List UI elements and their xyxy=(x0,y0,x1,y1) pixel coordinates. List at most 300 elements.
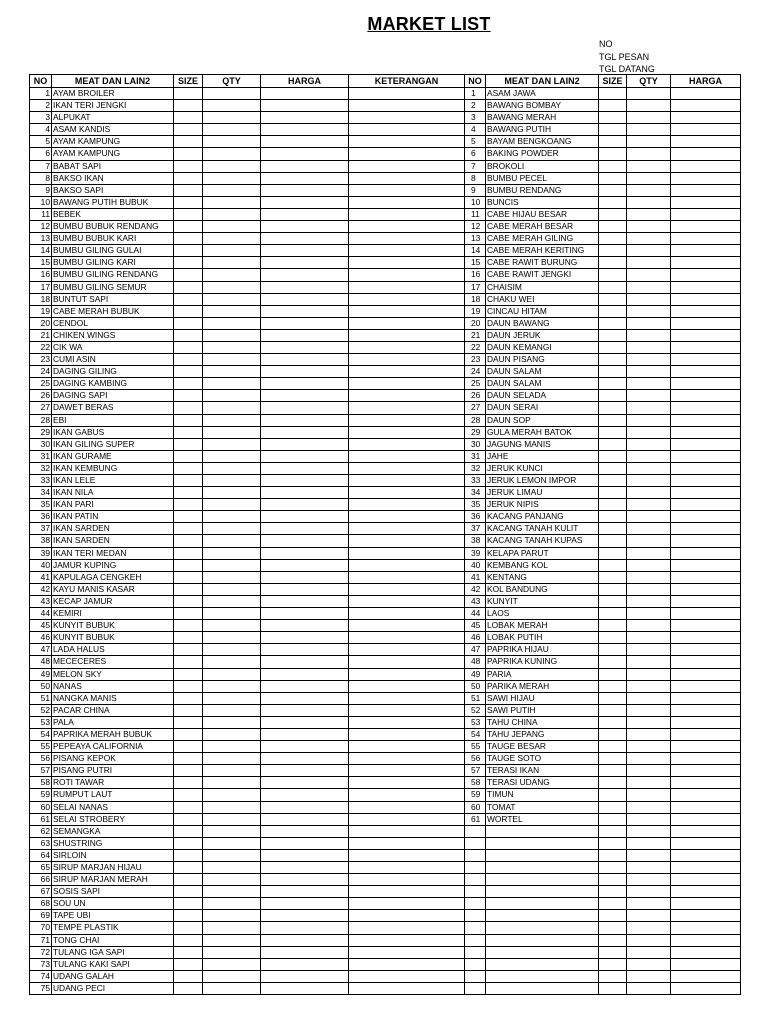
qty-cell-left[interactable] xyxy=(203,475,261,487)
size-cell-right[interactable] xyxy=(599,88,627,100)
size-cell-left[interactable] xyxy=(174,728,203,740)
size-cell-right[interactable] xyxy=(599,583,627,595)
keterangan-cell[interactable] xyxy=(349,88,465,100)
qty-cell-left[interactable] xyxy=(203,511,261,523)
harga-cell-right[interactable] xyxy=(671,535,741,547)
keterangan-cell[interactable] xyxy=(349,136,465,148)
harga-cell-left[interactable] xyxy=(261,801,349,813)
qty-cell-left[interactable] xyxy=(203,354,261,366)
qty-cell-left[interactable] xyxy=(203,293,261,305)
harga-cell-right[interactable] xyxy=(671,438,741,450)
size-cell-left[interactable] xyxy=(174,825,203,837)
size-cell-right[interactable] xyxy=(599,825,627,837)
size-cell-right[interactable] xyxy=(599,341,627,353)
keterangan-cell[interactable] xyxy=(349,426,465,438)
size-cell-right[interactable] xyxy=(599,281,627,293)
keterangan-cell[interactable] xyxy=(349,716,465,728)
size-cell-left[interactable] xyxy=(174,462,203,474)
harga-cell-left[interactable] xyxy=(261,450,349,462)
harga-cell-right[interactable] xyxy=(671,511,741,523)
keterangan-cell[interactable] xyxy=(349,886,465,898)
qty-cell-right[interactable] xyxy=(627,523,671,535)
keterangan-cell[interactable] xyxy=(349,958,465,970)
qty-cell-right[interactable] xyxy=(627,184,671,196)
qty-cell-left[interactable] xyxy=(203,499,261,511)
qty-cell-right[interactable] xyxy=(627,608,671,620)
qty-cell-right[interactable] xyxy=(627,837,671,849)
size-cell-right[interactable] xyxy=(599,716,627,728)
harga-cell-right[interactable] xyxy=(671,499,741,511)
size-cell-right[interactable] xyxy=(599,257,627,269)
qty-cell-right[interactable] xyxy=(627,354,671,366)
qty-cell-left[interactable] xyxy=(203,934,261,946)
qty-cell-right[interactable] xyxy=(627,438,671,450)
harga-cell-right[interactable] xyxy=(671,100,741,112)
size-cell-left[interactable] xyxy=(174,305,203,317)
harga-cell-right[interactable] xyxy=(671,704,741,716)
qty-cell-left[interactable] xyxy=(203,656,261,668)
qty-cell-left[interactable] xyxy=(203,136,261,148)
harga-cell-right[interactable] xyxy=(671,523,741,535)
harga-cell-right[interactable] xyxy=(671,426,741,438)
qty-cell-right[interactable] xyxy=(627,704,671,716)
qty-cell-right[interactable] xyxy=(627,208,671,220)
size-cell-left[interactable] xyxy=(174,160,203,172)
keterangan-cell[interactable] xyxy=(349,402,465,414)
size-cell-left[interactable] xyxy=(174,475,203,487)
harga-cell-right[interactable] xyxy=(671,184,741,196)
harga-cell-left[interactable] xyxy=(261,910,349,922)
keterangan-cell[interactable] xyxy=(349,535,465,547)
size-cell-right[interactable] xyxy=(599,970,627,982)
size-cell-left[interactable] xyxy=(174,269,203,281)
harga-cell-left[interactable] xyxy=(261,124,349,136)
qty-cell-right[interactable] xyxy=(627,765,671,777)
harga-cell-right[interactable] xyxy=(671,862,741,874)
harga-cell-left[interactable] xyxy=(261,946,349,958)
size-cell-right[interactable] xyxy=(599,753,627,765)
size-cell-right[interactable] xyxy=(599,414,627,426)
keterangan-cell[interactable] xyxy=(349,668,465,680)
harga-cell-left[interactable] xyxy=(261,632,349,644)
harga-cell-left[interactable] xyxy=(261,813,349,825)
qty-cell-left[interactable] xyxy=(203,160,261,172)
qty-cell-left[interactable] xyxy=(203,329,261,341)
qty-cell-right[interactable] xyxy=(627,450,671,462)
qty-cell-right[interactable] xyxy=(627,644,671,656)
size-cell-right[interactable] xyxy=(599,632,627,644)
keterangan-cell[interactable] xyxy=(349,934,465,946)
qty-cell-left[interactable] xyxy=(203,728,261,740)
qty-cell-right[interactable] xyxy=(627,668,671,680)
harga-cell-right[interactable] xyxy=(671,112,741,124)
keterangan-cell[interactable] xyxy=(349,559,465,571)
qty-cell-left[interactable] xyxy=(203,777,261,789)
keterangan-cell[interactable] xyxy=(349,874,465,886)
harga-cell-left[interactable] xyxy=(261,329,349,341)
keterangan-cell[interactable] xyxy=(349,571,465,583)
qty-cell-left[interactable] xyxy=(203,970,261,982)
qty-cell-left[interactable] xyxy=(203,100,261,112)
harga-cell-left[interactable] xyxy=(261,100,349,112)
qty-cell-right[interactable] xyxy=(627,390,671,402)
harga-cell-left[interactable] xyxy=(261,970,349,982)
keterangan-cell[interactable] xyxy=(349,100,465,112)
keterangan-cell[interactable] xyxy=(349,245,465,257)
qty-cell-right[interactable] xyxy=(627,136,671,148)
harga-cell-left[interactable] xyxy=(261,208,349,220)
qty-cell-left[interactable] xyxy=(203,874,261,886)
keterangan-cell[interactable] xyxy=(349,354,465,366)
qty-cell-right[interactable] xyxy=(627,100,671,112)
qty-cell-right[interactable] xyxy=(627,281,671,293)
qty-cell-right[interactable] xyxy=(627,559,671,571)
size-cell-right[interactable] xyxy=(599,644,627,656)
qty-cell-left[interactable] xyxy=(203,595,261,607)
harga-cell-left[interactable] xyxy=(261,293,349,305)
size-cell-right[interactable] xyxy=(599,958,627,970)
qty-cell-left[interactable] xyxy=(203,390,261,402)
size-cell-left[interactable] xyxy=(174,571,203,583)
keterangan-cell[interactable] xyxy=(349,644,465,656)
size-cell-left[interactable] xyxy=(174,100,203,112)
harga-cell-right[interactable] xyxy=(671,257,741,269)
size-cell-left[interactable] xyxy=(174,704,203,716)
size-cell-right[interactable] xyxy=(599,595,627,607)
qty-cell-left[interactable] xyxy=(203,910,261,922)
keterangan-cell[interactable] xyxy=(349,378,465,390)
keterangan-cell[interactable] xyxy=(349,366,465,378)
qty-cell-right[interactable] xyxy=(627,741,671,753)
harga-cell-right[interactable] xyxy=(671,874,741,886)
harga-cell-left[interactable] xyxy=(261,886,349,898)
harga-cell-right[interactable] xyxy=(671,632,741,644)
size-cell-right[interactable] xyxy=(599,450,627,462)
harga-cell-left[interactable] xyxy=(261,716,349,728)
qty-cell-left[interactable] xyxy=(203,753,261,765)
harga-cell-left[interactable] xyxy=(261,88,349,100)
harga-cell-left[interactable] xyxy=(261,112,349,124)
qty-cell-right[interactable] xyxy=(627,221,671,233)
harga-cell-left[interactable] xyxy=(261,934,349,946)
harga-cell-left[interactable] xyxy=(261,765,349,777)
qty-cell-right[interactable] xyxy=(627,329,671,341)
harga-cell-right[interactable] xyxy=(671,450,741,462)
size-cell-left[interactable] xyxy=(174,765,203,777)
size-cell-left[interactable] xyxy=(174,293,203,305)
qty-cell-right[interactable] xyxy=(627,378,671,390)
size-cell-right[interactable] xyxy=(599,559,627,571)
size-cell-left[interactable] xyxy=(174,88,203,100)
size-cell-left[interactable] xyxy=(174,620,203,632)
size-cell-left[interactable] xyxy=(174,535,203,547)
harga-cell-right[interactable] xyxy=(671,221,741,233)
harga-cell-right[interactable] xyxy=(671,88,741,100)
qty-cell-right[interactable] xyxy=(627,753,671,765)
qty-cell-left[interactable] xyxy=(203,765,261,777)
harga-cell-right[interactable] xyxy=(671,559,741,571)
size-cell-left[interactable] xyxy=(174,777,203,789)
qty-cell-right[interactable] xyxy=(627,922,671,934)
harga-cell-right[interactable] xyxy=(671,329,741,341)
harga-cell-left[interactable] xyxy=(261,825,349,837)
harga-cell-left[interactable] xyxy=(261,535,349,547)
keterangan-cell[interactable] xyxy=(349,801,465,813)
qty-cell-left[interactable] xyxy=(203,692,261,704)
size-cell-left[interactable] xyxy=(174,257,203,269)
harga-cell-left[interactable] xyxy=(261,837,349,849)
size-cell-left[interactable] xyxy=(174,438,203,450)
keterangan-cell[interactable] xyxy=(349,680,465,692)
harga-cell-left[interactable] xyxy=(261,462,349,474)
size-cell-right[interactable] xyxy=(599,378,627,390)
qty-cell-left[interactable] xyxy=(203,547,261,559)
harga-cell-left[interactable] xyxy=(261,366,349,378)
qty-cell-right[interactable] xyxy=(627,934,671,946)
harga-cell-right[interactable] xyxy=(671,668,741,680)
qty-cell-left[interactable] xyxy=(203,535,261,547)
harga-cell-right[interactable] xyxy=(671,281,741,293)
keterangan-cell[interactable] xyxy=(349,704,465,716)
size-cell-left[interactable] xyxy=(174,741,203,753)
harga-cell-right[interactable] xyxy=(671,233,741,245)
qty-cell-right[interactable] xyxy=(627,426,671,438)
harga-cell-right[interactable] xyxy=(671,982,741,994)
keterangan-cell[interactable] xyxy=(349,898,465,910)
qty-cell-right[interactable] xyxy=(627,475,671,487)
qty-cell-right[interactable] xyxy=(627,124,671,136)
size-cell-right[interactable] xyxy=(599,462,627,474)
harga-cell-left[interactable] xyxy=(261,704,349,716)
keterangan-cell[interactable] xyxy=(349,293,465,305)
keterangan-cell[interactable] xyxy=(349,390,465,402)
harga-cell-left[interactable] xyxy=(261,426,349,438)
size-cell-right[interactable] xyxy=(599,184,627,196)
qty-cell-left[interactable] xyxy=(203,922,261,934)
harga-cell-right[interactable] xyxy=(671,910,741,922)
keterangan-cell[interactable] xyxy=(349,487,465,499)
harga-cell-right[interactable] xyxy=(671,208,741,220)
harga-cell-left[interactable] xyxy=(261,849,349,861)
qty-cell-left[interactable] xyxy=(203,813,261,825)
harga-cell-right[interactable] xyxy=(671,293,741,305)
size-cell-left[interactable] xyxy=(174,112,203,124)
qty-cell-left[interactable] xyxy=(203,366,261,378)
size-cell-left[interactable] xyxy=(174,898,203,910)
keterangan-cell[interactable] xyxy=(349,632,465,644)
harga-cell-right[interactable] xyxy=(671,124,741,136)
harga-cell-left[interactable] xyxy=(261,608,349,620)
qty-cell-right[interactable] xyxy=(627,317,671,329)
harga-cell-left[interactable] xyxy=(261,341,349,353)
keterangan-cell[interactable] xyxy=(349,970,465,982)
keterangan-cell[interactable] xyxy=(349,196,465,208)
harga-cell-left[interactable] xyxy=(261,583,349,595)
harga-cell-right[interactable] xyxy=(671,317,741,329)
harga-cell-left[interactable] xyxy=(261,438,349,450)
size-cell-left[interactable] xyxy=(174,245,203,257)
size-cell-right[interactable] xyxy=(599,765,627,777)
size-cell-right[interactable] xyxy=(599,100,627,112)
size-cell-right[interactable] xyxy=(599,269,627,281)
qty-cell-right[interactable] xyxy=(627,196,671,208)
harga-cell-left[interactable] xyxy=(261,511,349,523)
size-cell-left[interactable] xyxy=(174,196,203,208)
size-cell-left[interactable] xyxy=(174,970,203,982)
qty-cell-right[interactable] xyxy=(627,366,671,378)
size-cell-right[interactable] xyxy=(599,741,627,753)
size-cell-left[interactable] xyxy=(174,801,203,813)
qty-cell-left[interactable] xyxy=(203,704,261,716)
harga-cell-left[interactable] xyxy=(261,475,349,487)
qty-cell-left[interactable] xyxy=(203,583,261,595)
size-cell-right[interactable] xyxy=(599,124,627,136)
size-cell-left[interactable] xyxy=(174,632,203,644)
harga-cell-left[interactable] xyxy=(261,305,349,317)
harga-cell-left[interactable] xyxy=(261,922,349,934)
harga-cell-left[interactable] xyxy=(261,789,349,801)
harga-cell-right[interactable] xyxy=(671,172,741,184)
qty-cell-left[interactable] xyxy=(203,716,261,728)
keterangan-cell[interactable] xyxy=(349,753,465,765)
qty-cell-right[interactable] xyxy=(627,692,671,704)
size-cell-left[interactable] xyxy=(174,874,203,886)
keterangan-cell[interactable] xyxy=(349,341,465,353)
qty-cell-left[interactable] xyxy=(203,172,261,184)
keterangan-cell[interactable] xyxy=(349,982,465,994)
keterangan-cell[interactable] xyxy=(349,849,465,861)
qty-cell-left[interactable] xyxy=(203,124,261,136)
harga-cell-left[interactable] xyxy=(261,753,349,765)
keterangan-cell[interactable] xyxy=(349,438,465,450)
harga-cell-right[interactable] xyxy=(671,305,741,317)
qty-cell-right[interactable] xyxy=(627,886,671,898)
harga-cell-right[interactable] xyxy=(671,595,741,607)
qty-cell-left[interactable] xyxy=(203,825,261,837)
size-cell-right[interactable] xyxy=(599,837,627,849)
qty-cell-right[interactable] xyxy=(627,233,671,245)
harga-cell-left[interactable] xyxy=(261,245,349,257)
harga-cell-left[interactable] xyxy=(261,559,349,571)
harga-cell-left[interactable] xyxy=(261,487,349,499)
size-cell-right[interactable] xyxy=(599,982,627,994)
size-cell-right[interactable] xyxy=(599,329,627,341)
size-cell-right[interactable] xyxy=(599,608,627,620)
harga-cell-left[interactable] xyxy=(261,148,349,160)
size-cell-left[interactable] xyxy=(174,716,203,728)
size-cell-left[interactable] xyxy=(174,656,203,668)
size-cell-right[interactable] xyxy=(599,245,627,257)
size-cell-right[interactable] xyxy=(599,680,627,692)
qty-cell-right[interactable] xyxy=(627,958,671,970)
qty-cell-left[interactable] xyxy=(203,644,261,656)
qty-cell-left[interactable] xyxy=(203,862,261,874)
harga-cell-right[interactable] xyxy=(671,692,741,704)
qty-cell-left[interactable] xyxy=(203,196,261,208)
harga-cell-left[interactable] xyxy=(261,741,349,753)
harga-cell-left[interactable] xyxy=(261,136,349,148)
harga-cell-right[interactable] xyxy=(671,825,741,837)
qty-cell-left[interactable] xyxy=(203,789,261,801)
harga-cell-left[interactable] xyxy=(261,378,349,390)
size-cell-right[interactable] xyxy=(599,487,627,499)
qty-cell-right[interactable] xyxy=(627,499,671,511)
size-cell-left[interactable] xyxy=(174,450,203,462)
harga-cell-left[interactable] xyxy=(261,269,349,281)
qty-cell-right[interactable] xyxy=(627,946,671,958)
size-cell-right[interactable] xyxy=(599,523,627,535)
qty-cell-right[interactable] xyxy=(627,716,671,728)
keterangan-cell[interactable] xyxy=(349,184,465,196)
size-cell-left[interactable] xyxy=(174,692,203,704)
qty-cell-left[interactable] xyxy=(203,559,261,571)
qty-cell-left[interactable] xyxy=(203,982,261,994)
harga-cell-left[interactable] xyxy=(261,196,349,208)
qty-cell-right[interactable] xyxy=(627,305,671,317)
size-cell-right[interactable] xyxy=(599,426,627,438)
qty-cell-left[interactable] xyxy=(203,886,261,898)
qty-cell-left[interactable] xyxy=(203,668,261,680)
size-cell-right[interactable] xyxy=(599,438,627,450)
harga-cell-left[interactable] xyxy=(261,728,349,740)
keterangan-cell[interactable] xyxy=(349,475,465,487)
keterangan-cell[interactable] xyxy=(349,233,465,245)
size-cell-right[interactable] xyxy=(599,862,627,874)
harga-cell-right[interactable] xyxy=(671,716,741,728)
size-cell-right[interactable] xyxy=(599,402,627,414)
qty-cell-right[interactable] xyxy=(627,245,671,257)
qty-cell-left[interactable] xyxy=(203,148,261,160)
size-cell-left[interactable] xyxy=(174,934,203,946)
harga-cell-right[interactable] xyxy=(671,644,741,656)
qty-cell-right[interactable] xyxy=(627,801,671,813)
qty-cell-right[interactable] xyxy=(627,112,671,124)
keterangan-cell[interactable] xyxy=(349,692,465,704)
qty-cell-right[interactable] xyxy=(627,257,671,269)
qty-cell-left[interactable] xyxy=(203,402,261,414)
size-cell-left[interactable] xyxy=(174,354,203,366)
qty-cell-right[interactable] xyxy=(627,813,671,825)
qty-cell-left[interactable] xyxy=(203,946,261,958)
qty-cell-right[interactable] xyxy=(627,632,671,644)
harga-cell-left[interactable] xyxy=(261,680,349,692)
size-cell-right[interactable] xyxy=(599,886,627,898)
harga-cell-left[interactable] xyxy=(261,390,349,402)
keterangan-cell[interactable] xyxy=(349,281,465,293)
harga-cell-right[interactable] xyxy=(671,958,741,970)
size-cell-left[interactable] xyxy=(174,402,203,414)
qty-cell-left[interactable] xyxy=(203,450,261,462)
size-cell-left[interactable] xyxy=(174,136,203,148)
qty-cell-left[interactable] xyxy=(203,341,261,353)
harga-cell-right[interactable] xyxy=(671,378,741,390)
keterangan-cell[interactable] xyxy=(349,124,465,136)
size-cell-left[interactable] xyxy=(174,281,203,293)
keterangan-cell[interactable] xyxy=(349,620,465,632)
harga-cell-right[interactable] xyxy=(671,148,741,160)
keterangan-cell[interactable] xyxy=(349,208,465,220)
qty-cell-left[interactable] xyxy=(203,257,261,269)
harga-cell-right[interactable] xyxy=(671,753,741,765)
qty-cell-left[interactable] xyxy=(203,414,261,426)
size-cell-right[interactable] xyxy=(599,547,627,559)
harga-cell-left[interactable] xyxy=(261,354,349,366)
qty-cell-right[interactable] xyxy=(627,293,671,305)
size-cell-left[interactable] xyxy=(174,644,203,656)
harga-cell-right[interactable] xyxy=(671,946,741,958)
keterangan-cell[interactable] xyxy=(349,221,465,233)
harga-cell-right[interactable] xyxy=(671,741,741,753)
